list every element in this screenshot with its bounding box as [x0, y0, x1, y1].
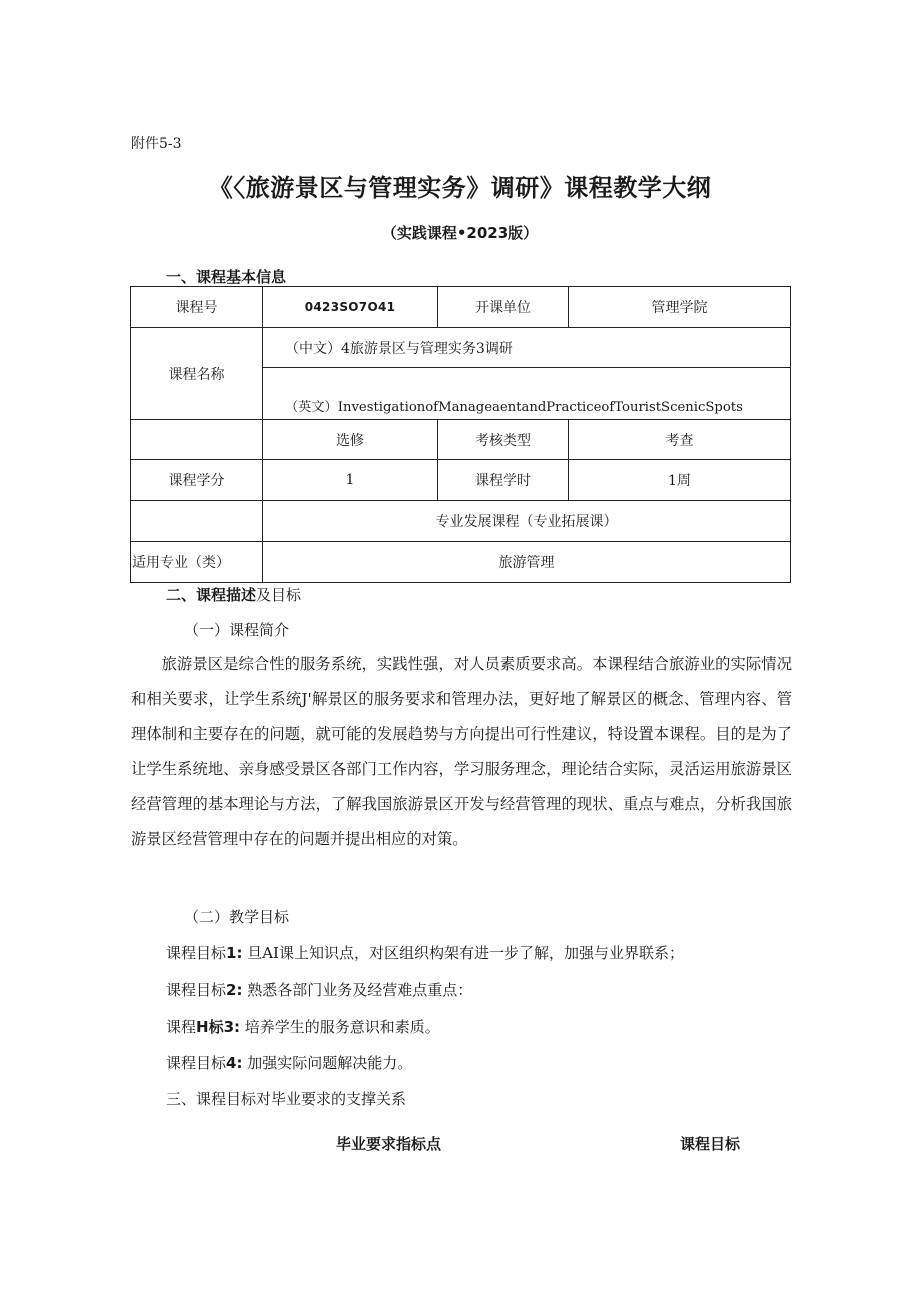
goal-number: 4: — [226, 1054, 243, 1072]
goal-item-3 — [166, 1016, 440, 1037]
cell-label-major: 适用专业（类） — [131, 542, 263, 583]
table-row — [131, 287, 791, 328]
cell-name-cn: （中文）4旅游景区与管理实务3调研 — [263, 328, 791, 368]
cell-major: 旅游管理 — [263, 542, 791, 583]
goal-item-2 — [166, 979, 472, 1000]
cell-assess: 考查 — [569, 420, 791, 460]
cell-unit: 管理学院 — [569, 287, 791, 328]
cell-hours: 1周 — [569, 460, 791, 501]
table-row — [131, 542, 791, 583]
goal-text: 加强实际问题解决能力。 — [242, 1054, 413, 1072]
section1-heading: 一、课程基本信息 — [166, 268, 287, 286]
cell-label-unit: 开课单位 — [438, 287, 569, 328]
table-row — [131, 460, 791, 501]
attachment-label: 附件5-3 — [131, 136, 182, 152]
cell-course-code: 0423SO7O41 — [263, 287, 438, 328]
cell-label-name: 课程名称 — [131, 328, 263, 420]
cell-empty — [131, 420, 263, 460]
cell-course-type: 选修 — [263, 420, 438, 460]
cell-label-hours: 课程学时 — [438, 460, 569, 501]
cell-name-en: （英文）InvestigationofManageaentandPracticeofTouristScenicSpots — [263, 368, 791, 420]
section2-heading-rest: 及目标 — [256, 586, 302, 604]
column-header-requirement: 毕业要求指标点 — [336, 1135, 442, 1153]
goal-prefix: 课程目标 — [166, 981, 227, 999]
cell-credit: 1 — [263, 460, 438, 501]
cell-label-credit: 课程学分 — [131, 460, 263, 501]
goal-prefix: 课程目标 — [166, 944, 227, 962]
goal-number: 1: — [226, 944, 243, 962]
goal-text: 熟悉各部门业务及经营难点重点： — [242, 981, 473, 999]
document-subtitle: （实践课程•2023版） — [381, 224, 539, 242]
section2-heading — [166, 584, 301, 605]
intro-paragraph: 旅游景区是综合性的服务系统，实践性强，对人员素质要求高。本课程结合旅游业的实际情况和相关要求，让学生系统J'解景区的服务要求和管理办法，更好地了解景区的概念、管理内容、管理体制和主要存在的问题，就可能的发展趋势与方向提出可行性建议，特设置本课程。目的是为了让学生系统地、亲身感受景区各部门工作内容，学习服务理念，理论结合实际，灵活运用旅游景区经营管理的基本理论与方法，了解我国旅游景区开发与经营管理的现状、重点与难点，分析我国旅游景区经营管理中存在的问题并提出相应的对策。 — [131, 655, 792, 848]
section3-heading: 三、课程目标对毕业要求的支撑关系 — [166, 1090, 407, 1108]
cell-label-code: 课程号 — [131, 287, 263, 328]
goals-heading: （二）教学目标 — [184, 908, 290, 926]
goal-prefix: 课程 — [166, 1018, 197, 1036]
goal-item-4 — [166, 1052, 412, 1073]
goal-prefix: 课程目标 — [166, 1054, 227, 1072]
table-row — [131, 328, 791, 368]
section2-heading-bold: 二、课程描述 — [166, 586, 257, 604]
column-header-goal: 课程目标 — [680, 1135, 741, 1153]
course-info-table — [130, 286, 791, 583]
goal-text: 培养学生的服务意识和素质。 — [240, 1018, 440, 1036]
cell-category: 专业发展课程（专业拓展课） — [263, 501, 791, 542]
goal-text: 旦AI课上知识点，对区组织构架有进一步了解，加强与业界联系； — [242, 944, 684, 962]
cell-label-assess: 考核类型 — [438, 420, 569, 460]
intro-heading: （一）课程简介 — [184, 621, 290, 639]
cell-empty — [131, 501, 263, 542]
goal-number: 2: — [226, 981, 243, 999]
document-title: 《〈旅游景区与管理实务》调研》课程教学大纲 — [208, 174, 712, 202]
goal-item-1 — [166, 942, 684, 963]
table-row — [131, 420, 791, 460]
goal-number: H标3: — [196, 1018, 241, 1036]
table-row — [131, 501, 791, 542]
